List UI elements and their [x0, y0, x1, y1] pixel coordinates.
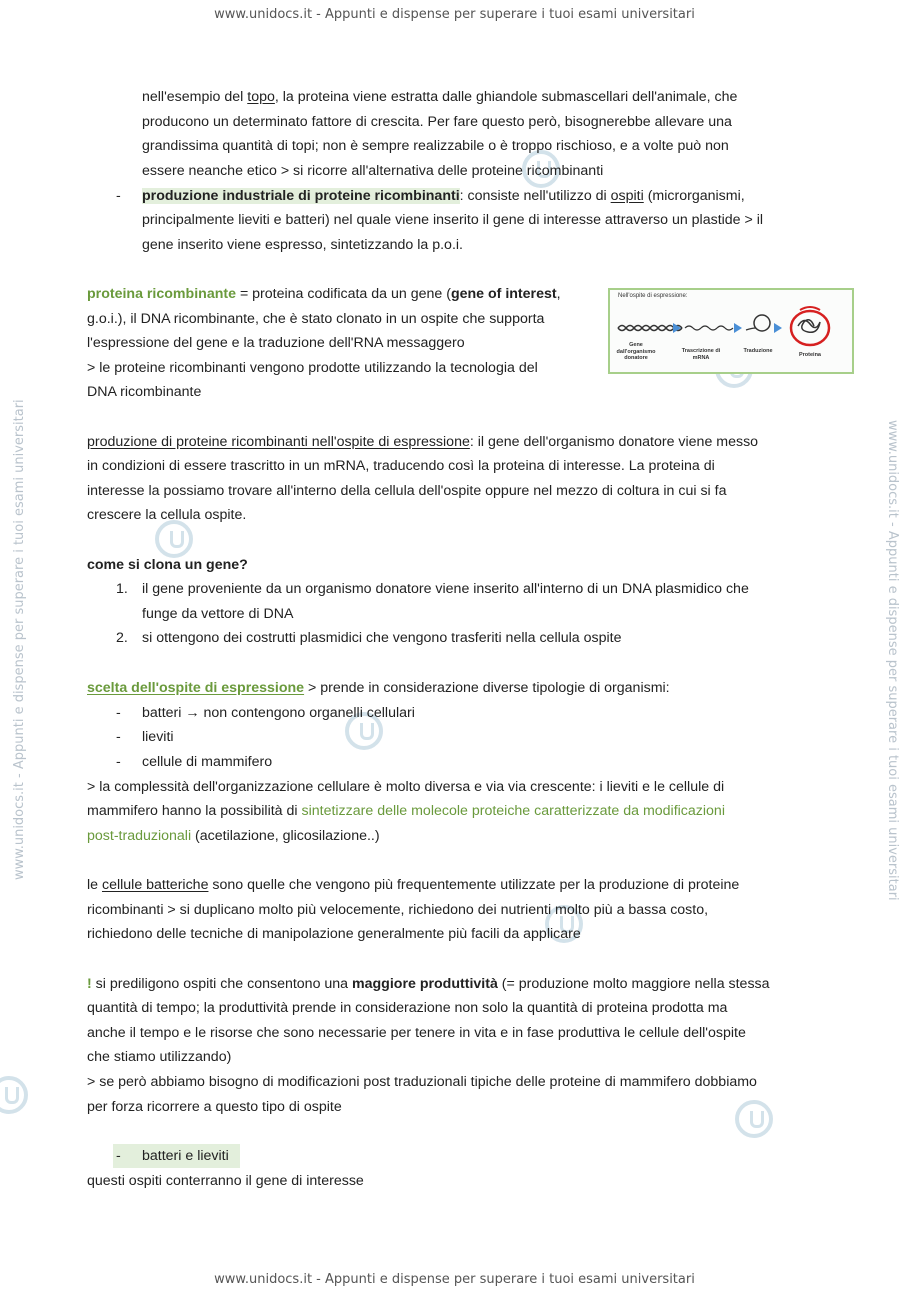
- list-item: si ottengono dei costrutti plasmidici che vengono trasferiti nella cellula ospite: [142, 630, 622, 646]
- productivity-line: che stiamo utilizzando): [87, 1049, 232, 1065]
- underlined-term: produzione di proteine ricombinanti nell'ospite di espressione: [87, 434, 470, 450]
- figure-label: Proteina: [798, 352, 821, 358]
- text-run: le: [87, 877, 102, 893]
- figure-label: Gene dall'organismo donatore: [616, 342, 656, 361]
- bold-term: gene of interest: [450, 286, 557, 302]
- green-term: proteina ricombinante: [87, 286, 236, 302]
- production-line: in condizioni di essere trascritto in un mRNA, traducendo così la proteina di interesse. La proteina di: [87, 458, 715, 474]
- list-number: 1.: [116, 581, 128, 597]
- list-item: batteri → non contengono organelli cellulari: [142, 705, 415, 721]
- mrna-icon: [685, 326, 733, 330]
- bullet-dash: -: [116, 188, 121, 204]
- watermark-logo-icon: [0, 1076, 28, 1114]
- industrial-line: principalmente lieviti e batteri) nel quale viene inserito il gene di interesse attraverso un plastide > il: [142, 212, 764, 228]
- bacteria-line: richiedono delle tecniche di manipolazione generalmente più facili da applicare: [87, 926, 581, 942]
- expression-figure: [608, 288, 854, 374]
- recombinant-line: l'espressione del gene e la traduzione dell'RNA messaggero: [87, 335, 465, 351]
- figure-label: Trascrizione di mRNA: [681, 348, 721, 361]
- clone-heading: come si clona un gene?: [87, 557, 248, 573]
- text-run: sono quelle che vengono più frequentemente utilizzate per la produzione di proteine: [208, 877, 740, 893]
- production-line: interesse la possiamo trovare all'interno della cellula dell'ospite oppure nel mezzo di coltura in cui si fa: [87, 483, 727, 499]
- highlight-circle-icon: [800, 307, 820, 310]
- text-run: nell'esempio del: [142, 89, 248, 105]
- bacteria-line: [87, 873, 739, 898]
- text-run: , la proteina viene estratta dalle ghiandole submascellari dell'animale, che: [274, 89, 738, 105]
- bacteria-line: ricombinanti > si duplicano molto più velocemente, richiedono dei nutrienti molto più a bassa costo,: [87, 902, 709, 918]
- recombinant-line: [87, 282, 561, 307]
- bullet-dash: -: [116, 729, 121, 745]
- host-choice-line: [87, 824, 380, 849]
- host-choice-line: [87, 676, 670, 701]
- intro-line: grandissima quantità di topi; non è sempre realizzabile o è troppo rischioso, e a volte può non: [142, 138, 729, 154]
- intro-line: producono un determinato fattore di crescita. Per fare questo però, bisognerebbe allevare una: [142, 114, 732, 130]
- industrial-line: [142, 184, 745, 209]
- host-choice-line: > la complessità dell'organizzazione cellulare è molto diversa e via via crescente: i lieviti e le cellule di: [87, 779, 725, 795]
- arrow-icon: [673, 323, 681, 333]
- list-item: batteri e lieviti: [142, 1148, 229, 1164]
- ribosome-icon: [754, 315, 770, 331]
- green-term: scelta dell'ospite di espressione: [87, 680, 305, 696]
- text-run: = proteina codificata da un gene (: [236, 286, 451, 302]
- highlight-circle-icon: [791, 311, 829, 345]
- text-run: : consiste nell'utilizzo di: [459, 188, 611, 204]
- figure-title: Nell'ospite di espressione:: [618, 293, 688, 299]
- recombinant-line: DNA ricombinante: [87, 384, 202, 400]
- intro-line: [142, 85, 737, 110]
- highlighted-list-item: [113, 1144, 240, 1168]
- protein-icon: [798, 320, 820, 333]
- final-line: questi ospiti conterranno il gene di interesse: [87, 1173, 364, 1189]
- footer-watermark: www.unidocs.it - Appunti e dispense per superare i tuoi esami universitari: [214, 1272, 695, 1287]
- text-run: (microrganismi,: [643, 188, 745, 204]
- right-watermark: www.unidocs.it - Appunti e dispense per superare i tuoi esami universitari: [885, 420, 900, 901]
- intro-line: essere neanche etico > si ricorre all'alternativa delle proteine ricombinanti: [142, 163, 604, 179]
- underlined-term: cellule batteriche: [101, 877, 209, 893]
- bullet-dash: -: [116, 705, 121, 721]
- text-run: (acetilazione, glicosilazione..): [191, 828, 380, 844]
- figure-label: Traduzione: [743, 348, 773, 354]
- highlighted-term: produzione industriale di proteine ricombinanti: [142, 188, 460, 204]
- text-run: si prediligono ospiti che consentono una: [91, 976, 353, 992]
- arrow-icon: [734, 323, 742, 333]
- left-watermark: www.unidocs.it - Appunti e dispense per superare i tuoi esami universitari: [12, 399, 27, 880]
- bullet-dash: -: [116, 1148, 121, 1164]
- industrial-line: gene inserito viene espresso, sintetizzando la p.o.i.: [142, 237, 463, 253]
- header-watermark: www.unidocs.it - Appunti e dispense per superare i tuoi esami universitari: [214, 7, 695, 22]
- productivity-line: [87, 972, 770, 997]
- productivity-line: > se però abbiamo bisogno di modificazioni post traduzionali tipiche delle proteine di mammifero dobbiamo: [87, 1074, 757, 1090]
- arrow-icon: [774, 323, 782, 333]
- productivity-line: quantità di tempo; la produttività prende in considerazione non solo la quantità di proteina prodotta ma: [87, 1000, 728, 1016]
- text-run: (= produzione molto maggiore nella stessa: [497, 976, 770, 992]
- text-run: ,: [556, 286, 561, 302]
- list-item: lieviti: [142, 729, 174, 745]
- recombinant-line: g.o.i.), il DNA ricombinante, che è stato clonato in un ospite che supporta: [87, 311, 545, 327]
- green-term: sintetizzare delle molecole proteiche caratterizzate da modificazioni: [301, 803, 725, 819]
- ribosome-icon: [746, 328, 756, 330]
- recombinant-line: > le proteine ricombinanti vengono prodotte utilizzando la tecnologia del: [87, 360, 538, 376]
- exclamation-mark: !: [87, 976, 92, 992]
- productivity-line: per forza ricorrere a questo tipo di ospite: [87, 1099, 342, 1115]
- list-item: cellule di mammifero: [142, 754, 273, 770]
- underlined-term: topo: [247, 89, 275, 105]
- bullet-dash: -: [116, 754, 121, 770]
- production-line: [87, 430, 758, 455]
- text-run: : il gene dell'organismo donatore viene messo: [469, 434, 759, 450]
- watermark-logo-icon: [735, 1100, 773, 1138]
- underlined-term: ospiti: [610, 188, 644, 204]
- list-number: 2.: [116, 630, 128, 646]
- host-choice-line: [87, 799, 725, 824]
- bold-term: maggiore produttività: [352, 976, 498, 992]
- production-line: crescere la cellula ospite.: [87, 507, 247, 523]
- text-run: mammifero hanno la possibilità di: [87, 803, 302, 819]
- text-run: > prende in considerazione diverse tipologie di organismi:: [304, 680, 670, 696]
- list-item: il gene proveniente da un organismo donatore viene inserito all'interno di un DNA plasmidico che: [142, 581, 749, 597]
- list-item: funge da vettore di DNA: [142, 606, 294, 622]
- green-term: post-traduzionali: [87, 828, 192, 844]
- productivity-line: anche il tempo e le risorse che sono necessarie per tenere in vita e in fase produttiva le cellule dell'ospite: [87, 1025, 746, 1041]
